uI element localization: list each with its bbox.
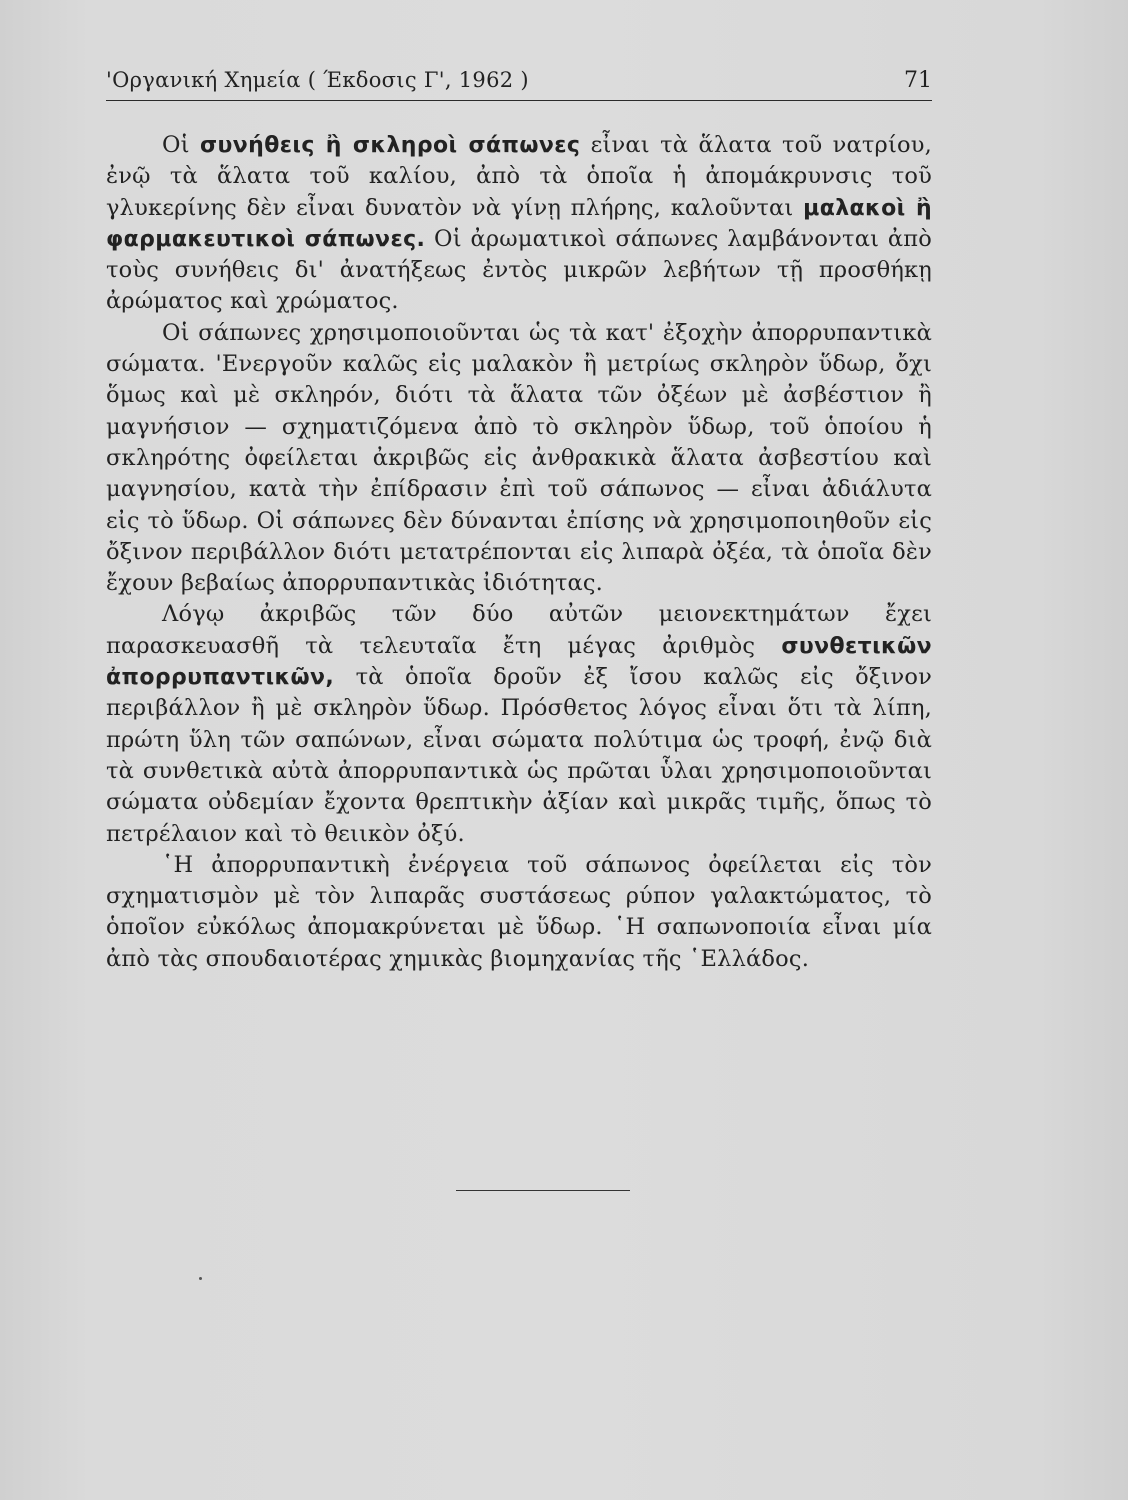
bold-term: συνθετικῶν ἀπορρυπαντικῶν, <box>106 633 932 691</box>
paragraph: ῾Η ἀπορρυπαντικὴ ἐνέργεια τοῦ σάπωνος ὀφείλεται εἰς τὸν σχηματισμὸν μὲ τὸν λιπαρᾶς συστάσεως ρύπον γαλακτώματος, τὸ ὁποῖον εὐκόλως ἀπομακρύνεται μὲ ὕδωρ. ῾Η σαπωνοποιία εἶναι μία ἀπὸ τὰς σπουδαιοτέρας χημικὰς βιομηχανίας τῆς ῾Ελλάδος. <box>106 851 932 972</box>
paragraph: Λόγῳ ἀκριβῶς τῶν δύο αὐτῶν μειονεκτημάτων ἔχει παρασκευασθῆ τὰ τελευταῖα ἔτη μέγας ἀριθμὸς συνθετικῶν ἀπορρυπαντικῶν, τὰ ὁποῖα δροῦν ἐξ ἴσου καλῶς εἰς ὄξινον περιβάλλον ἢ μὲ σκληρὸν ὕδωρ. Πρόσθετος λόγος εἶναι ὅτι τὰ λίπη, πρώτη ὕλη τῶν σαπώνων, εἶναι σώματα πολύτιμα ὡς τροφή, ἐνῷ διὰ τὰ συνθετικὰ αὐτὰ ἀπορρυπαντικὰ ὡς πρῶται ὗλαι χρησιμοποιοῦνται σώματα οὐδεμίαν ἔχοντα θρεπτικὴν ἀξίαν καὶ μικρᾶς τιμῆς, ὅπως τὸ πετρέλαιον καὶ τὸ θειικὸν ὀξύ. <box>106 601 932 847</box>
body-text <box>106 130 932 975</box>
paragraph: Οἱ σάπωνες χρησιμοποιοῦνται ὡς τὰ κατ' ἐξοχὴν ἀπορρυπαντικὰ σώματα. 'Ενεργοῦν καλῶς εἰς μαλακὸν ἢ μετρίως σκληρὸν ὕδωρ, ὄχι ὅμως καὶ μὲ σκληρόν, διότι τὰ ἅλατα τῶν ὀξέων μὲ ἀσβέστιον ἢ μαγνήσιον — σχηματιζόμενα ἀπὸ τὸ σκληρὸν ὕδωρ, τοῦ ὁποίου ἡ σκληρότης ὀφείλεται ἀκριβῶς εἰς ἀνθρακικὰ ἅλατα ἀσβεστίου καὶ μαγνησίου, κατὰ τὴν ἐπίδρασιν ἐπὶ τοῦ σάπωνος — εἶναι ἀδιάλυτα εἰς τὸ ὕδωρ. Οἱ σάπωνες δὲν δύνανται ἐπίσης νὰ χρησιμοποιηθοῦν εἰς ὄξινον περιβάλλον διότι μετατρέπονται εἰς λιπαρὰ ὀξέα, τὰ ὁποῖα δὲν ἔχουν βεβαίως ἀπορρυπαντικὰς ἰδιότητας. <box>106 319 932 597</box>
running-title: 'Οργανική Χημεία ( Έκδοσις Γ', 1962 ) <box>106 68 529 92</box>
paragraph: Οἱ συνήθεις ἢ σκληροὶ σάπωνες εἶναι τὰ ἅλατα τοῦ νατρίου, ἐνῷ τὰ ἅλατα τοῦ καλίου, ἀπὸ τὰ ὁποῖα ἡ ἀπομάκρυνσις τοῦ γλυκερίνης δὲν εἶναι δυνατὸν νὰ γίνῃ πλήρης, καλοῦνται μαλακοὶ ἢ φαρμακευτικοὶ σάπωνες. Οἱ ἀρωματικοὶ σάπωνες λαμβάνονται ἀπὸ τοὺς συνήθεις δι' ἀνατήξεως ἐντὸς μικρῶν λεβήτων τῇ προσθήκῃ ἀρώματος καὶ χρώματος. <box>106 132 933 315</box>
bold-term: συνήθεις ἢ σκληροὶ σάπωνες <box>199 133 581 158</box>
paper-speck <box>199 1277 202 1280</box>
running-header <box>106 64 932 101</box>
page-number: 71 <box>904 68 932 93</box>
section-divider <box>456 1190 630 1191</box>
bold-term: μαλακοὶ ἢ φαρμακευτικοὶ σάπωνες. <box>106 195 933 252</box>
